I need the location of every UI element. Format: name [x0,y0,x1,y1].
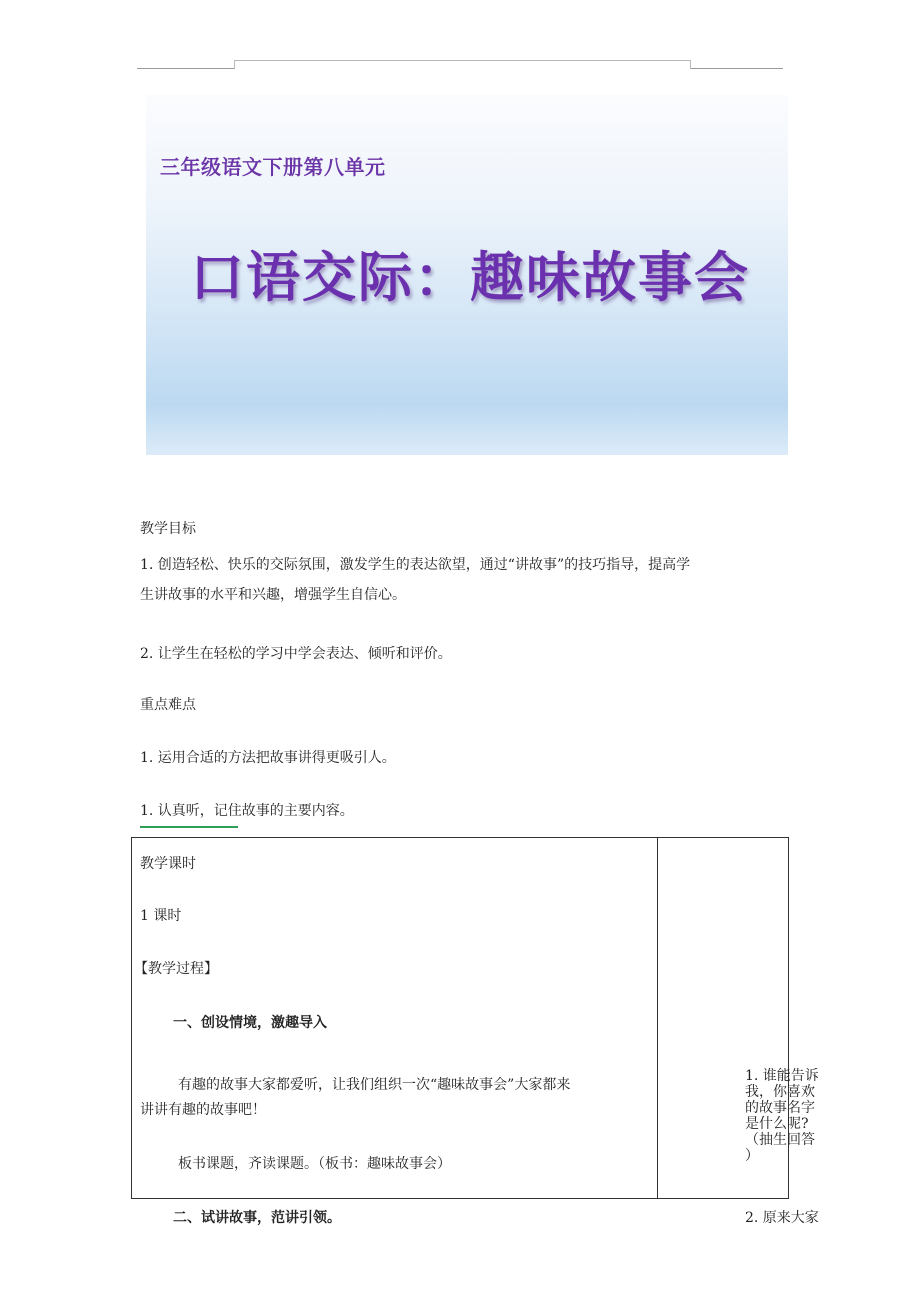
side-note-1-line-4: 是什么呢? [745,1116,809,1132]
objectives-heading: 教学目标 [140,521,196,537]
section-1-board: 板书课题，齐读课题。（板书：趣味故事会） [178,1156,451,1172]
objective-1-line-1: 1. 创造轻松、快乐的交际氛围，激发学生的表达欲望，通过“讲故事”的技巧指导，提高学 [140,557,691,573]
header-rule-left [137,68,235,69]
banner-title: 口语交际：趣味故事会 [190,246,750,309]
key-point-1: 1. 运用合适的方法把故事讲得更吸引人。 [140,750,396,766]
hours-heading: 教学课时 [140,856,196,872]
table-column-divider [657,837,658,1199]
banner-subtitle: 三年级语文下册第八单元 [160,155,386,179]
key-points-heading: 重点难点 [140,697,196,713]
side-note-1-line-3: 的故事名字 [745,1100,815,1116]
hours-value: 1 课时 [140,908,182,924]
section-1-para-line-2: 讲讲有趣的故事吧！ [140,1102,266,1118]
process-heading: 【教学过程】 [134,961,218,977]
section-2-title: 二、试讲故事，范讲引领。 [173,1210,341,1226]
highlight-underline [140,826,238,828]
objective-1-line-2: 生讲故事的水平和兴趣，增强学生自信心。 [140,587,406,603]
objective-2: 2. 让学生在轻松的学习中学会表达、倾听和评价。 [140,646,452,662]
side-note-2: 2. 原来大家 [745,1210,819,1226]
header-tab [234,60,691,69]
key-point-2: 1. 认真听，记住故事的主要内容。 [140,803,354,819]
header-rule-right [689,68,783,69]
side-note-1-line-1: 1. 谁能告诉 [745,1068,819,1084]
side-note-1-line-5: （抽生回答 [745,1132,815,1148]
section-1-para-line-1: 有趣的故事大家都爱听，让我们组织一次“趣味故事会”大家都来 [178,1077,571,1093]
title-banner [146,95,788,455]
side-note-1-line-2: 我，你喜欢 [745,1084,815,1100]
section-1-title: 一、创设情境，激趣导入 [173,1015,327,1031]
side-note-1-line-6: ） [745,1148,759,1164]
